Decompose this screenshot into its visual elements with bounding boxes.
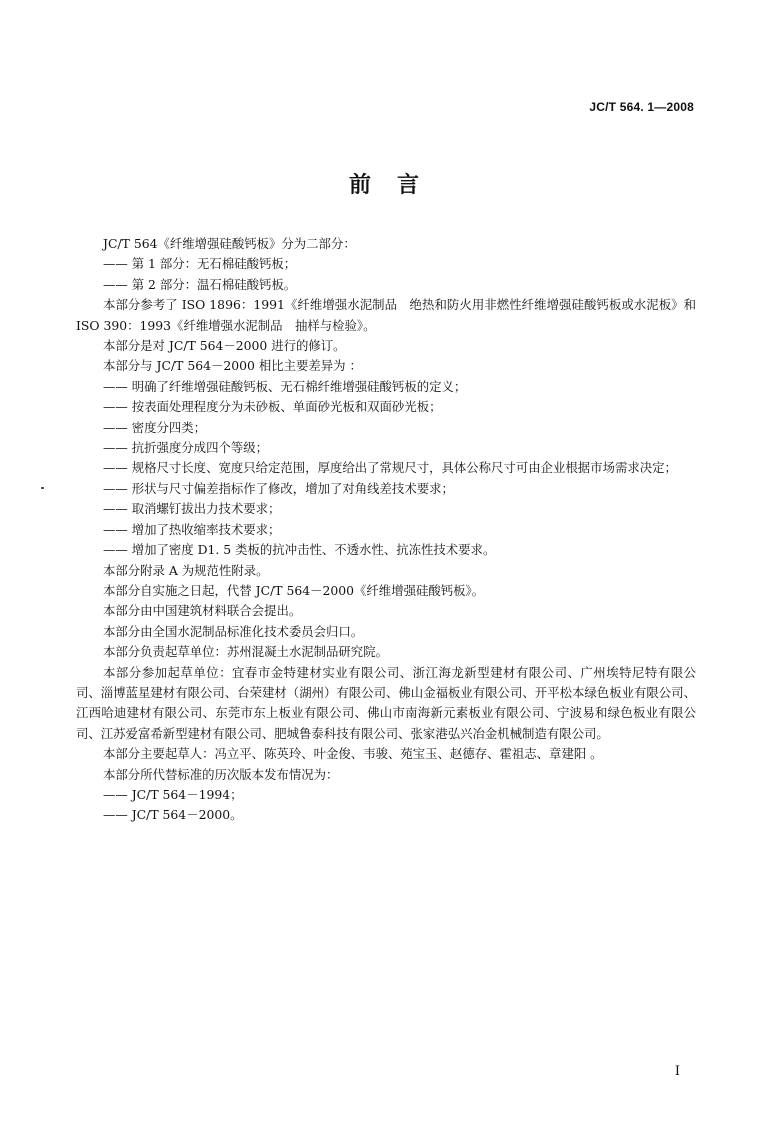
page-title [0, 168, 768, 199]
list-item: —— 密度分四类； [103, 419, 207, 435]
paragraph: 本部分主要起草人：冯立平、陈英玲、叶金俊、韦骏、苑宝玉、赵德存、霍祖志、章建阳 。 [103, 746, 603, 762]
list-item: —— 第 1 部分：无石棉硅酸钙板； [103, 256, 297, 272]
list-item: —— 规格尺寸长度、宽度只给定范围，厚度给出了常规尺寸，具体公称尺寸可由企业根据市场需求决定； [103, 460, 677, 476]
paragraph: JC/T 564《纤维增强硅酸钙板》分为二部分： [103, 236, 356, 251]
paragraph: 本部分是对 JC/T 564－2000 进行的修订。 [103, 338, 346, 354]
list-item: —— 明确了纤维增强硅酸钙板、无石棉纤维增强硅酸钙板的定义； [103, 378, 467, 394]
list-item: —— 取消螺钉拔出力技术要求； [103, 501, 281, 517]
title-char-1: 前 [348, 173, 371, 198]
paragraph: 本部分与 JC/T 564－2000 相比主要差异为 ： [103, 358, 362, 374]
list-item: —— JC/T 564－1994； [103, 786, 243, 802]
paragraph: 本部分由中国建筑材料联合会提出。 [103, 603, 302, 619]
scan-speck [41, 487, 44, 489]
list-item: —— 增加了热收缩率技术要求； [103, 521, 281, 537]
foreword-body [76, 234, 696, 826]
paragraph: 本部分由全国水泥制品标准化技术委员会归口。 [103, 623, 364, 639]
list-item: —— 第 2 部分：温石棉硅酸钙板。 [103, 276, 297, 292]
list-item: —— JC/T 564－2000。 [103, 807, 243, 823]
paragraph: 本部分附录 A 为规范性附录。 [103, 562, 269, 578]
list-item: —— 抗折强度分成四个等级； [103, 440, 269, 456]
paragraph: 本部分所代替标准的历次版本发布情况为： [103, 766, 339, 782]
list-item: —— 形状与尺寸偏差指标作了修改，增加了对角线差技术要求； [103, 480, 454, 496]
paragraph: 本部分自实施之日起，代替 JC/T 564－2000《纤维增强硅酸钙板》。 [103, 582, 485, 598]
paragraph: 本部分参加起草单位：宜春市金特建材实业有限公司、浙江海龙新型建材有限公司、广州埃特尼特有限公司、淄博蓝星建材有限公司、台荣建材（湖州）有限公司、佛山金福板业有限公司、开平松本绿色板业有限公司、江西哈迪建材有限公司、东莞市东上板业有限公司、佛山市南海新元素板业有限公司、宁波易和绿色板业有限公司、江苏爱富希新型建材有限公司、肥城鲁泰科技有限公司、张家港弘兴冶金机械制造有限公司。 [76, 664, 696, 741]
paragraph: 本部分参考了 ISO 1896：1991《纤维增强水泥制品 绝热和防火用非燃性纤维增强硅酸钙板或水泥板》和 ISO 390：1993《纤维增强水泥制品 抽样与检验》。 [76, 297, 696, 333]
standard-code: JC/T 564. 1—2008 [589, 100, 694, 114]
page-number: I [674, 1064, 680, 1079]
paragraph: 本部分负责起草单位：苏州混凝土水泥制品研究院。 [103, 644, 388, 660]
title-char-2: 言 [397, 173, 420, 198]
list-item: —— 按表面处理程度分为未砂板、单面砂光板和双面砂光板； [103, 399, 442, 415]
list-item: —— 增加了密度 D1. 5 类板的抗冲击性、不透水性、抗冻性技术要求。 [103, 542, 496, 558]
